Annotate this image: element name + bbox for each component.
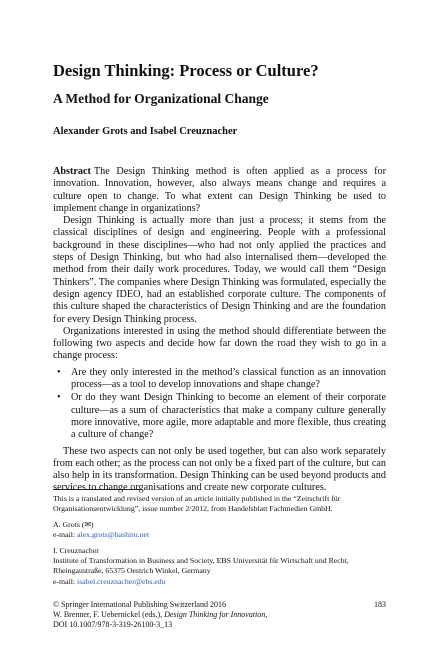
bullet-icon: • <box>57 366 61 378</box>
copyright-line: © Springer International Publishing Switzerland 2016 <box>53 600 226 609</box>
email-label: e-mail: <box>53 530 78 540</box>
bullet-list <box>53 367 386 442</box>
abstract-text: The Design Thinking method is often applied as a process for innovation. Innovation, however, also always means change and requires a culture open to change. To what extent can Design Thinking be used to implement change in organizations? <box>53 166 386 214</box>
abstract-label: Abstract <box>53 166 91 177</box>
page-footer <box>53 600 386 631</box>
author1-footnote <box>53 520 386 540</box>
page-number: 183 <box>374 600 386 609</box>
bullet-icon: • <box>57 392 61 404</box>
author2-footnote <box>53 546 386 587</box>
body-paragraph: Organizations interested in using the method should differentiate between the following two aspects and decide how far down the road they wish to go in a change process: <box>53 325 386 362</box>
email-label: e-mail: <box>53 576 78 586</box>
body-paragraph: These two aspects can not only be used together, but can also work separately from each other; as the process can not only be a fixed part of the culture, but can also help in its transformation. Design Thinking can be used beyond products and services to change organisations and create new corporate cultures. <box>53 445 386 494</box>
author2-affiliation: Institute of Transformation in Business and Society, EBS Universität für Wirtschaft und Recht, Rheingaustraße, 65375 Oestrich Winkel, Germany <box>53 556 349 576</box>
bullet-text: Or do they want Design Thinking to become an element of their corporate culture—as a sum of characteristics that make a company culture generally more innovative, more agile, more adaptable and more flexible, thus creating a culture of change? <box>71 392 386 441</box>
citation-suffix: , <box>265 610 268 620</box>
translation-footnote: This is a translated and revised version of an article initially published in the “Zeitschrift für Organisationsentwicklung”, issue number 2/2012, from Handelsblatt Fachmedien GmbH. <box>53 494 341 514</box>
author1-email-line <box>53 530 386 540</box>
body-paragraph: Design Thinking is actually more than just a process; it stems from the classical disciplines of design and engineering. People with a professional background in these disciplines—who had not only applied the practices and steps of Design Thinking, but who had also internalised them—developed the method from their daily work procedures. Today, we would call them “Design Thinkers”. The companies where Design Thinking was formulated, especially the design agency IDEO, had an established corporate culture. The components of this culture shaped the characteristics of Design Thinking and are the foundation for every Design Thinking process. <box>53 215 386 325</box>
abstract-paragraph <box>53 166 386 215</box>
author1-email-link[interactable]: alex.grots@bashiru.net <box>77 530 150 540</box>
author-list: Alexander Grots and Isabel Creuznacher <box>53 126 238 137</box>
author2-email-line <box>53 577 386 587</box>
author2-email-link[interactable]: isabel.creuznacher@ebs.edu <box>77 576 166 586</box>
citation-book-title: Design Thinking for Innovation <box>164 610 266 620</box>
bullet-text: Are they only interested in the method’s classical function as an innovation process—as a tool to develop innovations and shape change? <box>71 366 386 391</box>
bullet-item <box>57 366 386 392</box>
citation-line <box>53 610 386 620</box>
body-text <box>53 166 386 495</box>
author2-name: I. Creuznacher <box>53 546 99 555</box>
paper-title: Design Thinking: Process or Culture? <box>53 61 319 80</box>
bullet-item <box>57 392 386 441</box>
paper-subtitle: A Method for Organizational Change <box>53 91 269 106</box>
footnote-divider <box>53 489 141 490</box>
author1-name: A. Grots (✉) <box>53 520 94 529</box>
citation-editors: W. Brenner, F. Uebernickel (eds.), <box>53 610 165 620</box>
doi-line: DOI 10.1007/978-3-319-26100-3_13 <box>53 620 173 630</box>
